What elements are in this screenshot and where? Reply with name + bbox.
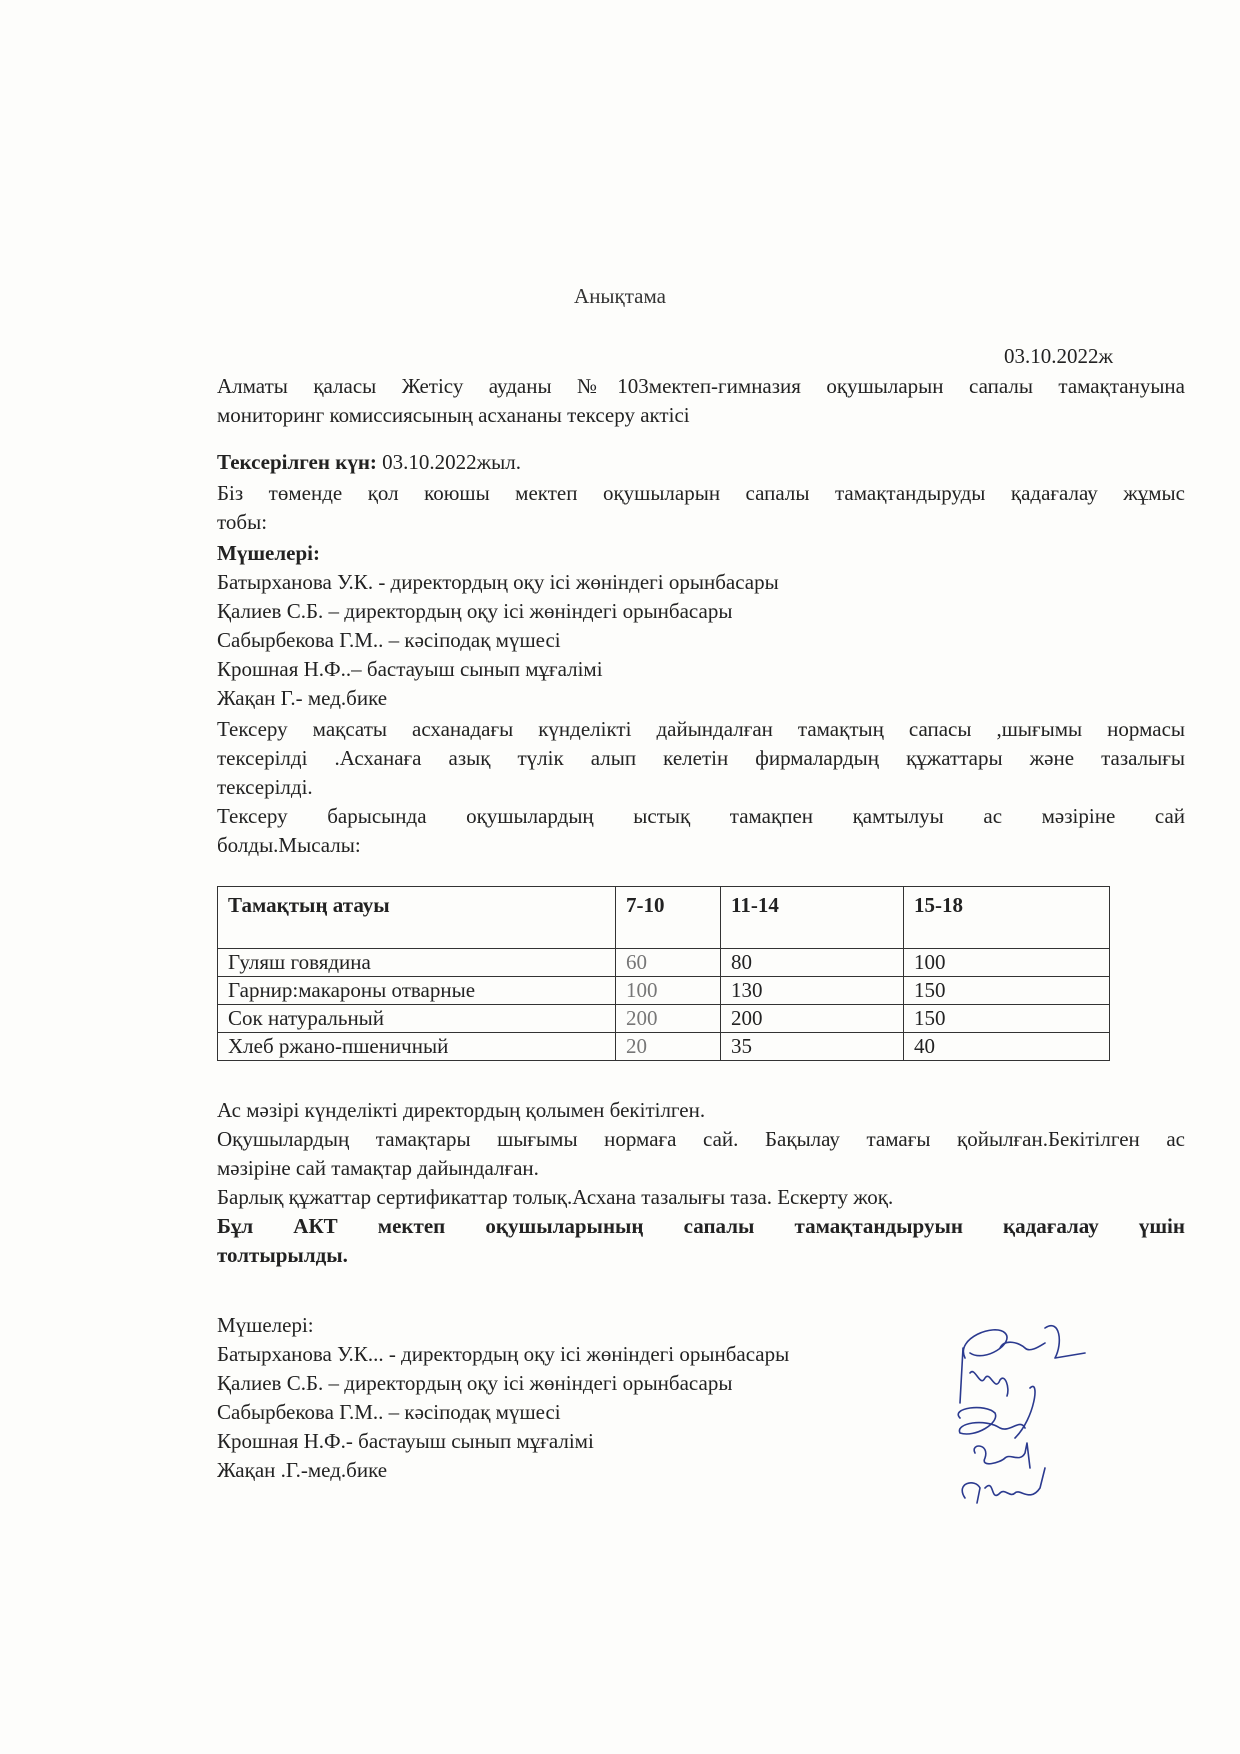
signoff-member: Сабырбекова Г.М.. – кәсіподақ мүшесі: [217, 1400, 561, 1424]
conclusion-line-2: толтырылды.: [217, 1243, 348, 1267]
portion-7-10: 200: [616, 1005, 721, 1033]
group-line-2: тобы:: [217, 510, 268, 534]
group-line-1: Біз төменде қол коюшы мектеп оқушыларын сапалы тамақтандыруды қадағалау жұмыс: [217, 481, 1185, 505]
dish-name: Сок натуральный: [218, 1005, 616, 1033]
portion-11-14: 35: [721, 1033, 904, 1061]
document-date: 03.10.2022ж: [1004, 344, 1114, 368]
purpose-line-2: тексерілді .Асханаға азық түлік алып келетін фирмалардың құжаттары және тазалығы: [217, 746, 1185, 770]
signature-stroke: [962, 1468, 1045, 1503]
dish-name: Гуляш говядина: [218, 949, 616, 977]
portion-11-14: 80: [721, 949, 904, 977]
table-row: [218, 1005, 1110, 1033]
inspection-date-value: 03.10.2022жыл.: [376, 450, 522, 474]
document-title: Анықтама: [574, 284, 666, 308]
purpose-line-3: тексерілді.: [217, 775, 313, 799]
signoff-member: Жақан .Г.-мед.бике: [217, 1458, 388, 1482]
progress-line-1: Тексеру барысында оқушылардың ыстық тамақпен қамтылуы ас мәзіріне сай: [217, 804, 1185, 828]
handwritten-signatures: [945, 1318, 1095, 1518]
signature-stroke: [958, 1386, 1035, 1438]
portion-15-18: 150: [904, 1005, 1110, 1033]
signoff-heading: Мүшелері:: [217, 1313, 314, 1337]
conclusion-line-1: Бұл АКТ мектеп оқушыларының сапалы тамақтандыруын қадағалау үшін: [217, 1214, 1185, 1238]
signature-stroke: [960, 1348, 1008, 1403]
table-header-row: [218, 887, 1110, 949]
portion-11-14: 200: [721, 1005, 904, 1033]
header-age-7-10: 7-10: [616, 887, 721, 949]
members-heading: Мүшелері:: [217, 541, 320, 565]
portion-7-10: 60: [616, 949, 721, 977]
inspection-date-label: Тексерілген күн:: [217, 450, 377, 474]
portion-15-18: 40: [904, 1033, 1110, 1061]
after-line-1: Ас мәзірі күнделікті директордың қолымен бекітілген.: [217, 1098, 706, 1122]
signoff-member: Крошная Н.Ф.- бастауыш сынып мұғалімі: [217, 1429, 594, 1453]
header-dish-name: Тамақтың атауы: [218, 887, 616, 949]
progress-line-2: болды.Мысалы:: [217, 833, 361, 857]
member-item: Қалиев С.Б. – директордың оқу ісі жөніндегі орынбасары: [217, 599, 733, 623]
header-age-15-18: 15-18: [904, 887, 1110, 949]
signature-stroke: [974, 1443, 1030, 1468]
menu-table: [217, 886, 1110, 1061]
purpose-line-1: Тексеру мақсаты асханадағы күнделікті дайындалған тамақтың сапасы ,шығымы нормасы: [217, 717, 1185, 741]
signature-stroke: [963, 1326, 1085, 1358]
table-row: [218, 949, 1110, 977]
intro-line-2: мониторинг комиссиясының асхананы тексеру актісі: [217, 403, 690, 427]
table-row: [218, 977, 1110, 1005]
after-line-4: Барлық құжаттар сертификаттар толық.Асхана тазалығы таза. Ескерту жоқ.: [217, 1185, 894, 1209]
portion-11-14: 130: [721, 977, 904, 1005]
member-item: Сабырбекова Г.М.. – кәсіподақ мүшесі: [217, 628, 561, 652]
header-age-11-14: 11-14: [721, 887, 904, 949]
member-item: Батырханова У.К. - директордың оқу ісі жөніндегі орынбасары: [217, 570, 779, 594]
portion-15-18: 150: [904, 977, 1110, 1005]
portion-7-10: 100: [616, 977, 721, 1005]
dish-name: Хлеб ржано-пшеничный: [218, 1033, 616, 1061]
after-line-2: Оқушылардың тамақтары шығымы нормаға сай. Бақылау тамағы қойылған.Бекітілген ас: [217, 1127, 1185, 1151]
signoff-member: Қалиев С.Б. – директордың оқу ісі жөніндегі орынбасары: [217, 1371, 733, 1395]
table-row: [218, 1033, 1110, 1061]
after-line-3: мәзіріне сай тамақтар дайындалған.: [217, 1156, 539, 1180]
intro-line-1: Алматы қаласы Жетісу ауданы №103мектеп-гимназия оқушыларын сапалы тамақтануына: [217, 374, 1185, 398]
dish-name: Гарнир:макароны отварные: [218, 977, 616, 1005]
portion-7-10: 20: [616, 1033, 721, 1061]
member-item: Жақан Г.- мед.бике: [217, 686, 388, 710]
inspection-date: [217, 448, 1185, 477]
portion-15-18: 100: [904, 949, 1110, 977]
member-item: Крошная Н.Ф..– бастауыш сынып мұғалімі: [217, 657, 603, 681]
signoff-member: Батырханова У.К... - директордың оқу ісі жөніндегі орынбасары: [217, 1342, 790, 1366]
